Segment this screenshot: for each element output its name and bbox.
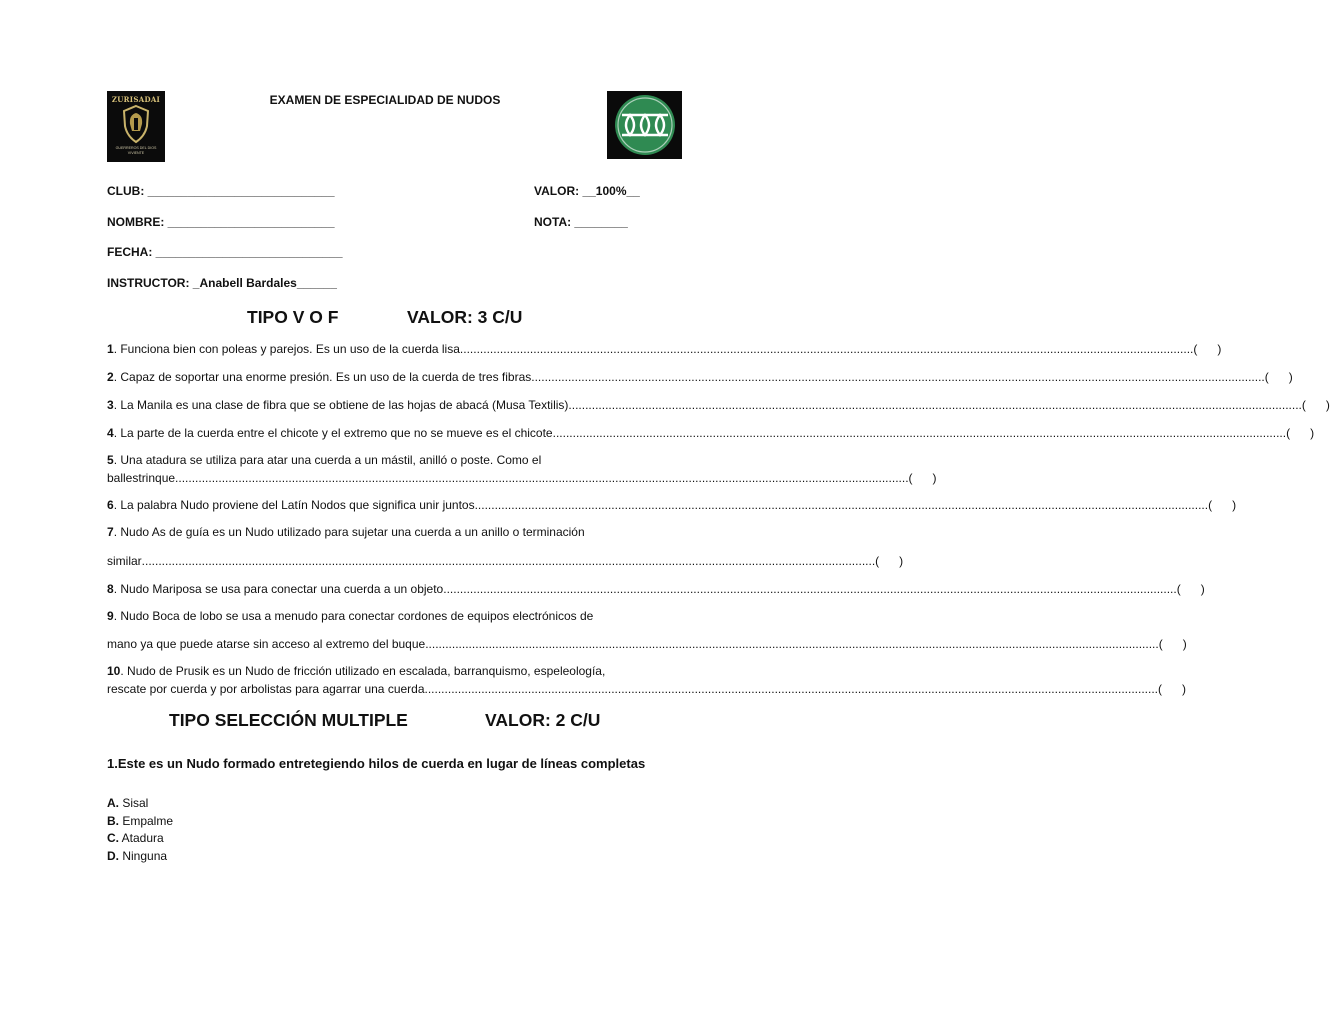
- question-number: 10: [107, 664, 121, 678]
- question-text-cont: rescate por cuerda y por arbolistas para agarrar una cuerda: [107, 682, 425, 696]
- instructor-field[interactable]: [107, 276, 337, 290]
- vf-question: [107, 425, 1315, 442]
- mc-option[interactable]: [107, 796, 148, 810]
- exam-title: EXAMEN DE ESPECIALIDAD DE NUDOS: [269, 93, 501, 107]
- question-number: 1: [107, 342, 114, 356]
- nombre-field[interactable]: NOMBRE: _________________________: [107, 215, 335, 229]
- answer-blank[interactable]: ( ): [1158, 637, 1187, 651]
- section-vf-title: TIPO V O F: [247, 307, 339, 327]
- question-line: [107, 581, 1205, 598]
- question-line: [107, 397, 1330, 414]
- fecha-field[interactable]: FECHA: ____________________________: [107, 245, 343, 259]
- question-text: . Nudo de Prusik es un Nudo de fricción utilizado en escalada, barranquismo, espeleología,: [120, 664, 606, 678]
- mc-option[interactable]: [107, 831, 164, 845]
- option-text: Ninguna: [119, 849, 168, 863]
- question-line: [107, 524, 663, 541]
- answer-blank[interactable]: ( ): [1208, 498, 1237, 512]
- question-text: . Nudo Boca de lobo se usa a menudo para conectar cordones de equipos electrónicos de: [113, 609, 594, 623]
- option-text: Sisal: [119, 796, 149, 810]
- vf-question: [107, 524, 904, 570]
- section-mc-title: TIPO SELECCIÓN MULTIPLE: [169, 710, 408, 730]
- option-text: Atadura: [119, 831, 164, 845]
- vf-question: [107, 663, 1186, 698]
- dotted-leader: ............................................................................................................................................................................................................................: [531, 370, 1265, 384]
- section-vf-valor: VALOR: 3 C/U: [407, 307, 523, 327]
- answer-blank[interactable]: ( ): [875, 554, 904, 568]
- vf-question: [107, 341, 1222, 358]
- instructor-label: INSTRUCTOR:: [107, 276, 190, 290]
- answer-blank[interactable]: ( ): [1286, 426, 1315, 440]
- answer-blank[interactable]: ( ): [1158, 682, 1186, 696]
- dotted-leader: ............................................................................................................................................................................................................................: [552, 426, 1287, 440]
- question-line-2: [107, 470, 937, 487]
- answer-blank[interactable]: ( ): [1176, 582, 1205, 596]
- question-line: [107, 608, 663, 625]
- question-number: 4: [107, 426, 114, 440]
- question-line-2: [107, 553, 904, 570]
- dotted-leader: ............................................................................................................................................................................................................................: [141, 554, 876, 568]
- vf-question: [107, 452, 937, 487]
- question-text: . Una atadura se utiliza para atar una cuerda a un mástil, anilló o poste. Como el: [113, 453, 542, 467]
- logo-subtext: GUERREROS DEL DIOS VIVIENTE: [115, 146, 157, 155]
- question-line: [107, 425, 1315, 442]
- question-number: 7: [107, 525, 114, 539]
- option-letter: C.: [107, 831, 119, 845]
- question-number: 2: [107, 370, 114, 384]
- question-number: 8: [107, 582, 114, 596]
- dotted-leader: ............................................................................................................................................................................................................................: [425, 637, 1159, 651]
- question-text-cont: similar: [107, 554, 142, 568]
- question-number: 3: [107, 398, 114, 412]
- question-line-2: [107, 636, 1187, 653]
- question-line: [107, 663, 663, 680]
- knots-badge-logo: [607, 91, 682, 159]
- question-number: 5: [107, 453, 114, 467]
- dotted-leader: ............................................................................................................................................................................................................................: [443, 582, 1177, 596]
- question-line-2: [107, 681, 1186, 698]
- answer-blank[interactable]: ( ): [1264, 370, 1293, 384]
- question-text: . Nudo As de guía es un Nudo utilizado para sujetar una cuerda a un anillo o terminación: [113, 525, 585, 539]
- dotted-leader: ............................................................................................................................................................................................................................: [459, 342, 1194, 356]
- dotted-leader: ............................................................................................................................................................................................................................: [424, 682, 1158, 696]
- vf-question: [107, 397, 1330, 414]
- mc-question-1: 1.Este es un Nudo formado entretegiendo hilos de cuerda en lugar de líneas completas: [107, 756, 646, 771]
- vf-question: [107, 608, 1187, 653]
- option-letter: D.: [107, 849, 119, 863]
- dotted-leader: ............................................................................................................................................................................................................................: [474, 498, 1209, 512]
- question-text: . La parte de la cuerda entre el chicote y el extremo que no se mueve es el chicote: [113, 426, 553, 440]
- answer-blank[interactable]: ( ): [1193, 342, 1222, 356]
- question-text: . Funciona bien con poleas y parejos. Es un uso de la cuerda lisa: [113, 342, 460, 356]
- section-mc-valor: VALOR: 2 C/U: [485, 710, 601, 730]
- question-line: [107, 369, 1293, 386]
- mc-option[interactable]: [107, 814, 173, 828]
- answer-blank[interactable]: ( ): [908, 471, 937, 485]
- knot-badge-icon: [610, 93, 680, 157]
- logo-text: ZURISADAI: [111, 95, 161, 104]
- question-text: . La Manila es una clase de fibra que se obtiene de las hojas de abacá (Musa Textilis): [113, 398, 569, 412]
- valor-label: VALOR:: [534, 184, 580, 198]
- question-text-cont: ballestrinque: [107, 471, 176, 485]
- question-number: 6: [107, 498, 114, 512]
- vf-question: [107, 369, 1293, 386]
- answer-blank[interactable]: ( ): [1301, 398, 1330, 412]
- shield-helmet-icon: [121, 104, 151, 144]
- club-logo-zurisadai: [107, 91, 165, 162]
- question-number: 9: [107, 609, 114, 623]
- question-text-cont: mano ya que puede atarse sin acceso al extremo del buque: [107, 637, 426, 651]
- question-line: [107, 497, 1237, 514]
- mc-option[interactable]: [107, 849, 167, 863]
- valor-field[interactable]: [534, 184, 640, 198]
- question-text: . Capaz de soportar una enorme presión. Es un uso de la cuerda de tres fibras: [113, 370, 532, 384]
- dotted-leader: ............................................................................................................................................................................................................................: [175, 471, 909, 485]
- question-line: [107, 452, 663, 469]
- nota-field[interactable]: NOTA: ________: [534, 215, 628, 229]
- vf-question: [107, 581, 1205, 598]
- option-letter: B.: [107, 814, 119, 828]
- question-text: . La palabra Nudo proviene del Latín Nodos que significa unir juntos: [113, 498, 475, 512]
- dotted-leader: ............................................................................................................................................................................................................................: [568, 398, 1302, 412]
- vf-question: [107, 497, 1237, 514]
- valor-value: __100%__: [579, 184, 640, 198]
- question-text: . Nudo Mariposa se usa para conectar una cuerda a un objeto: [113, 582, 444, 596]
- option-letter: A.: [107, 796, 119, 810]
- instructor-value: _Anabell Bardales______: [189, 276, 337, 290]
- option-text: Empalme: [119, 814, 174, 828]
- club-field[interactable]: CLUB: ____________________________: [107, 184, 335, 198]
- question-line: [107, 341, 1222, 358]
